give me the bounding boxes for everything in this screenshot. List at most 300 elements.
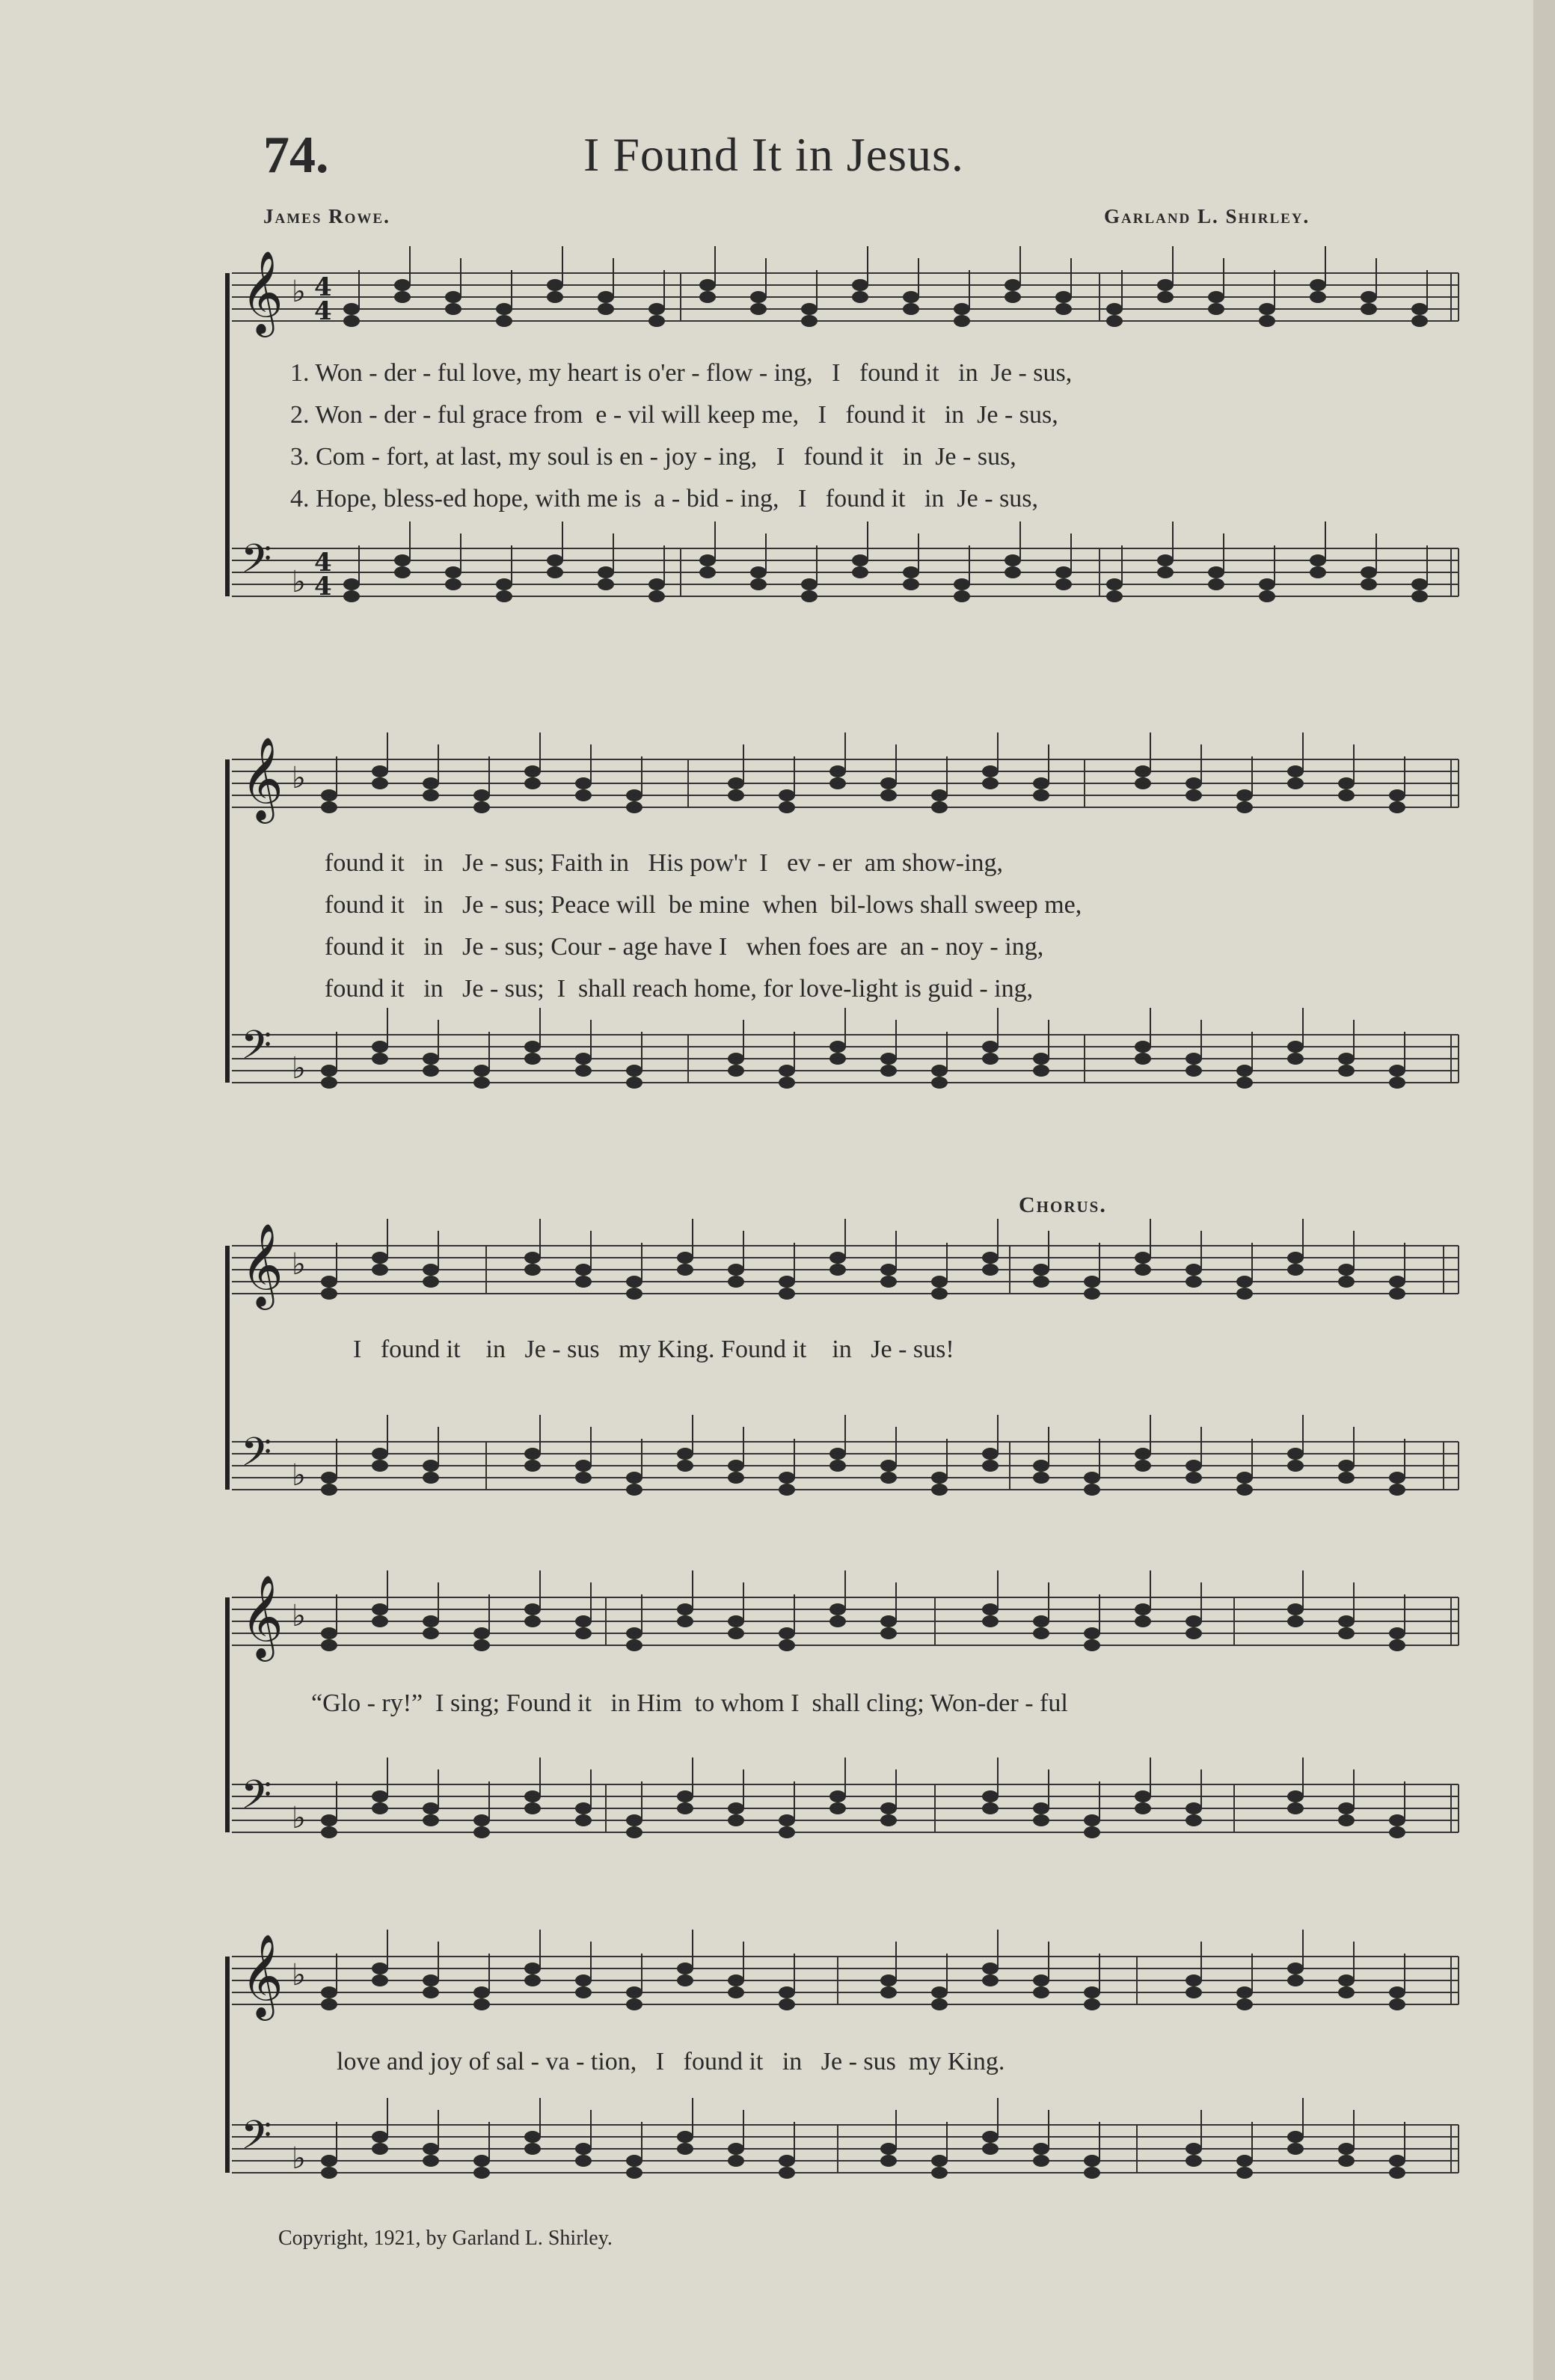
notehead — [445, 291, 461, 303]
notehead — [1389, 2167, 1405, 2179]
notehead — [1186, 777, 1202, 789]
notehead — [1287, 1264, 1304, 1276]
notehead — [1411, 590, 1428, 602]
notehead — [1135, 1041, 1151, 1053]
notehead — [423, 1472, 439, 1484]
notehead — [903, 578, 919, 590]
notehead — [982, 1974, 999, 1986]
notehead — [1106, 315, 1123, 327]
notehead — [423, 1974, 439, 1986]
chorus-label: Chorus. — [1019, 1193, 1107, 1217]
chorus-line: I found it in Je - sus my King. Found it in Je - sus! — [353, 1336, 954, 1363]
notehead — [1236, 2155, 1253, 2167]
notehead — [524, 1448, 541, 1460]
notehead — [1287, 1053, 1304, 1065]
notehead — [423, 1802, 439, 1814]
music-system-1 — [217, 243, 1473, 640]
notehead — [547, 554, 563, 566]
notehead — [677, 1963, 693, 1974]
notehead — [1186, 1615, 1202, 1627]
notehead — [1033, 777, 1049, 789]
notehead — [1157, 279, 1174, 291]
treble-clef-icon: 𝄞 — [241, 1223, 283, 1306]
notehead — [1005, 279, 1021, 291]
notehead — [524, 1053, 541, 1065]
notehead — [1389, 1826, 1405, 1838]
notehead — [423, 1065, 439, 1077]
notehead — [372, 1615, 388, 1627]
notehead — [372, 1264, 388, 1276]
notehead — [829, 1053, 846, 1065]
notehead — [1338, 1276, 1355, 1288]
notehead — [496, 590, 512, 602]
notehead — [982, 1041, 999, 1053]
notehead — [750, 291, 767, 303]
notehead — [1287, 1041, 1304, 1053]
notehead — [1236, 1986, 1253, 1998]
notehead — [1411, 578, 1428, 590]
notehead — [677, 1790, 693, 1802]
notehead — [1186, 1264, 1202, 1276]
notehead — [372, 1252, 388, 1264]
notehead — [575, 1986, 592, 1998]
notehead — [1338, 1974, 1355, 1986]
flat-icon: ♭ — [292, 1247, 306, 1282]
notehead — [779, 1288, 795, 1300]
notehead — [954, 315, 970, 327]
notehead — [677, 1252, 693, 1264]
notehead — [321, 1998, 337, 2010]
notehead — [1157, 554, 1174, 566]
notehead — [1338, 789, 1355, 801]
notehead — [473, 1826, 490, 1838]
notehead — [321, 1077, 337, 1089]
flat-icon: ♭ — [292, 1051, 306, 1086]
notehead — [750, 303, 767, 315]
notehead — [626, 1077, 642, 1089]
flat-icon: ♭ — [292, 275, 306, 309]
notehead — [1411, 303, 1428, 315]
notehead — [1005, 566, 1021, 578]
notehead — [1033, 1627, 1049, 1639]
notehead — [423, 1615, 439, 1627]
notehead — [677, 2131, 693, 2143]
notehead — [750, 578, 767, 590]
notehead — [829, 1790, 846, 1802]
flat-icon: ♭ — [292, 2141, 306, 2176]
notehead — [1033, 2155, 1049, 2167]
notehead — [1135, 765, 1151, 777]
notehead — [575, 1264, 592, 1276]
notehead — [1389, 1472, 1405, 1484]
notehead — [1186, 1276, 1202, 1288]
notehead — [598, 578, 614, 590]
notehead — [1287, 2143, 1304, 2155]
notehead — [1157, 566, 1174, 578]
notehead — [982, 1264, 999, 1276]
notehead — [423, 1986, 439, 1998]
notehead — [1106, 590, 1123, 602]
notehead — [1338, 1814, 1355, 1826]
notehead — [1338, 2143, 1355, 2155]
notehead — [1236, 1276, 1253, 1288]
notehead — [575, 1802, 592, 1814]
chorus-line: love and joy of sal - va - tion, I found it in Je - sus my King. — [337, 2048, 1005, 2075]
hymn-title: I Found It in Jesus. — [583, 128, 964, 181]
notehead — [626, 1627, 642, 1639]
notehead — [728, 1472, 744, 1484]
notehead — [903, 303, 919, 315]
verse-line-4: 4. Hope, bless-ed hope, with me is a - bid - ing, I found it in Je - sus, — [290, 485, 1039, 513]
notehead — [1389, 2155, 1405, 2167]
notehead — [321, 1065, 337, 1077]
notehead — [598, 566, 614, 578]
notehead — [779, 1472, 795, 1484]
notehead — [1186, 1627, 1202, 1639]
notehead — [1361, 566, 1377, 578]
notehead — [1033, 1472, 1049, 1484]
notehead — [982, 1802, 999, 1814]
notehead — [1135, 777, 1151, 789]
notehead — [1208, 291, 1224, 303]
notehead — [423, 777, 439, 789]
notehead — [1338, 1627, 1355, 1639]
notehead — [648, 303, 665, 315]
notehead — [1186, 1472, 1202, 1484]
music-system-4 — [217, 1567, 1473, 1874]
notehead — [473, 1998, 490, 2010]
notehead — [801, 303, 818, 315]
notehead — [648, 590, 665, 602]
notehead — [880, 1053, 897, 1065]
notehead — [547, 279, 563, 291]
notehead — [829, 1041, 846, 1053]
notehead — [423, 1460, 439, 1472]
notehead — [575, 777, 592, 789]
notehead — [829, 765, 846, 777]
notehead — [1287, 1802, 1304, 1814]
notehead — [321, 1288, 337, 1300]
notehead — [931, 1986, 948, 1998]
composer-credit: Garland L. Shirley. — [1104, 205, 1310, 227]
notehead — [575, 2143, 592, 2155]
notehead — [677, 2143, 693, 2155]
notehead — [677, 1802, 693, 1814]
notehead — [1411, 315, 1428, 327]
notehead — [473, 1077, 490, 1089]
notehead — [626, 1814, 642, 1826]
notehead — [931, 1276, 948, 1288]
notehead — [372, 1053, 388, 1065]
notehead — [728, 1615, 744, 1627]
notehead — [575, 2155, 592, 2167]
notehead — [931, 801, 948, 813]
flat-icon: ♭ — [292, 1599, 306, 1633]
notehead — [1055, 566, 1072, 578]
notehead — [931, 1065, 948, 1077]
notehead — [880, 1460, 897, 1472]
notehead — [954, 578, 970, 590]
notehead — [372, 1448, 388, 1460]
notehead — [1338, 1472, 1355, 1484]
notehead — [1236, 1065, 1253, 1077]
notehead — [1186, 1460, 1202, 1472]
notehead — [1135, 1615, 1151, 1627]
notehead — [524, 1252, 541, 1264]
notehead — [321, 789, 337, 801]
notehead — [829, 1603, 846, 1615]
notehead — [728, 2143, 744, 2155]
notehead — [1338, 1264, 1355, 1276]
notehead — [1389, 801, 1405, 813]
bass-clef-icon: 𝄢 — [241, 2113, 272, 2168]
staff-system-1 — [217, 243, 1473, 640]
notehead — [626, 1639, 642, 1651]
notehead — [677, 1974, 693, 1986]
notehead — [1287, 777, 1304, 789]
notehead — [982, 1252, 999, 1264]
notehead — [1287, 1252, 1304, 1264]
notehead — [372, 1460, 388, 1472]
notehead — [728, 1974, 744, 1986]
notehead — [1033, 1276, 1049, 1288]
notehead — [801, 590, 818, 602]
notehead — [880, 789, 897, 801]
treble-clef-icon: 𝄞 — [241, 736, 283, 820]
notehead — [1084, 2155, 1100, 2167]
notehead — [1084, 1288, 1100, 1300]
notehead — [880, 1615, 897, 1627]
treble-clef-icon: 𝄞 — [241, 1933, 283, 2017]
notehead — [1287, 1974, 1304, 1986]
notehead — [1259, 578, 1275, 590]
notehead — [394, 279, 411, 291]
notehead — [524, 1790, 541, 1802]
notehead — [1389, 1998, 1405, 2010]
notehead — [1389, 1077, 1405, 1089]
notehead — [1033, 789, 1049, 801]
staff-system-4 — [217, 1567, 1473, 1874]
notehead — [931, 1077, 948, 1089]
notehead — [1033, 1053, 1049, 1065]
notehead — [779, 1627, 795, 1639]
notehead — [1186, 1986, 1202, 1998]
notehead — [1338, 1065, 1355, 1077]
notehead — [728, 1460, 744, 1472]
notehead — [626, 789, 642, 801]
notehead — [626, 1826, 642, 1838]
notehead — [779, 1826, 795, 1838]
notehead — [982, 2131, 999, 2143]
notehead — [1208, 303, 1224, 315]
notehead — [1135, 1252, 1151, 1264]
notehead — [473, 2167, 490, 2179]
notehead — [1084, 1986, 1100, 1998]
notehead — [1084, 1472, 1100, 1484]
notehead — [1310, 566, 1326, 578]
notehead — [954, 590, 970, 602]
notehead — [829, 1448, 846, 1460]
notehead — [982, 765, 999, 777]
notehead — [779, 1814, 795, 1826]
notehead — [1310, 291, 1326, 303]
notehead — [423, 1264, 439, 1276]
notehead — [1135, 1448, 1151, 1460]
notehead — [829, 1615, 846, 1627]
bass-clef-icon: 𝄢 — [241, 1772, 272, 1828]
verse-line-2: 2. Won - der - ful grace from e - vil will keep me, I found it in Je - sus, — [290, 401, 1058, 429]
notehead — [1033, 1264, 1049, 1276]
notehead — [626, 2167, 642, 2179]
notehead — [1361, 303, 1377, 315]
notehead — [880, 1276, 897, 1288]
notehead — [372, 765, 388, 777]
notehead — [394, 291, 411, 303]
notehead — [677, 1615, 693, 1627]
notehead — [1208, 566, 1224, 578]
notehead — [1033, 1986, 1049, 1998]
notehead — [779, 789, 795, 801]
notehead — [699, 554, 716, 566]
flat-icon: ♭ — [292, 1958, 306, 1992]
notehead — [1005, 554, 1021, 566]
notehead — [829, 1264, 846, 1276]
notehead — [445, 578, 461, 590]
notehead — [1361, 578, 1377, 590]
notehead — [728, 2155, 744, 2167]
time-signature-icon: 4 — [314, 548, 332, 578]
copyright-notice: Copyright, 1921, by Garland L. Shirley. — [278, 2227, 613, 2250]
notehead — [1084, 1484, 1100, 1496]
notehead — [1236, 2167, 1253, 2179]
notehead — [852, 554, 868, 566]
notehead — [1055, 578, 1072, 590]
notehead — [1287, 1460, 1304, 1472]
notehead — [626, 1998, 642, 2010]
notehead — [473, 801, 490, 813]
notehead — [903, 566, 919, 578]
notehead — [1389, 1484, 1405, 1496]
notehead — [1389, 1288, 1405, 1300]
notehead — [728, 789, 744, 801]
notehead — [1055, 303, 1072, 315]
notehead — [626, 1276, 642, 1288]
notehead — [321, 1639, 337, 1651]
notehead — [321, 1826, 337, 1838]
notehead — [1106, 303, 1123, 315]
flat-icon: ♭ — [292, 761, 306, 795]
notehead — [626, 1065, 642, 1077]
notehead — [931, 2155, 948, 2167]
notehead — [626, 1288, 642, 1300]
notehead — [728, 1814, 744, 1826]
notehead — [1084, 1814, 1100, 1826]
notehead — [547, 566, 563, 578]
notehead — [372, 1974, 388, 1986]
notehead — [728, 1065, 744, 1077]
notehead — [982, 1448, 999, 1460]
notehead — [445, 303, 461, 315]
notehead — [982, 777, 999, 789]
notehead — [547, 291, 563, 303]
notehead — [982, 2143, 999, 2155]
notehead — [1033, 1974, 1049, 1986]
notehead — [1338, 1460, 1355, 1472]
notehead — [1106, 578, 1123, 590]
notehead — [496, 303, 512, 315]
notehead — [1033, 1460, 1049, 1472]
notehead — [321, 1484, 337, 1496]
music-system-2 — [217, 729, 1473, 1134]
notehead — [699, 279, 716, 291]
notehead — [1186, 1814, 1202, 1826]
notehead — [1287, 1790, 1304, 1802]
treble-clef-icon: 𝄞 — [241, 1574, 283, 1658]
notehead — [1236, 1472, 1253, 1484]
notehead — [626, 1986, 642, 1998]
notehead — [1338, 1986, 1355, 1998]
notehead — [394, 554, 411, 566]
notehead — [931, 1484, 948, 1496]
notehead — [473, 1986, 490, 1998]
flat-icon: ♭ — [292, 1801, 306, 1835]
notehead — [880, 1974, 897, 1986]
notehead — [829, 777, 846, 789]
notehead — [880, 1814, 897, 1826]
notehead — [648, 578, 665, 590]
notehead — [321, 2167, 337, 2179]
notehead — [880, 1065, 897, 1077]
notehead — [575, 789, 592, 801]
notehead — [372, 1041, 388, 1053]
notehead — [1135, 1053, 1151, 1065]
notehead — [1259, 303, 1275, 315]
notehead — [321, 1986, 337, 1998]
notehead — [1338, 1053, 1355, 1065]
notehead — [1287, 1448, 1304, 1460]
notehead — [779, 1998, 795, 2010]
notehead — [880, 1472, 897, 1484]
time-signature-icon: 4 — [314, 572, 332, 602]
notehead — [801, 578, 818, 590]
notehead — [779, 2155, 795, 2167]
notehead — [931, 789, 948, 801]
notehead — [1338, 2155, 1355, 2167]
notehead — [626, 801, 642, 813]
notehead — [372, 1790, 388, 1802]
notehead — [524, 1802, 541, 1814]
notehead — [1186, 1053, 1202, 1065]
notehead — [1084, 1998, 1100, 2010]
notehead — [982, 1615, 999, 1627]
notehead — [524, 1974, 541, 1986]
lyricist-credit: James Rowe. — [263, 205, 390, 227]
notehead — [321, 801, 337, 813]
notehead — [1389, 1627, 1405, 1639]
notehead — [1186, 1065, 1202, 1077]
notehead — [699, 566, 716, 578]
notehead — [473, 1627, 490, 1639]
notehead — [1259, 315, 1275, 327]
notehead — [343, 578, 360, 590]
notehead — [1287, 1963, 1304, 1974]
notehead — [699, 291, 716, 303]
notehead — [524, 2143, 541, 2155]
notehead — [954, 303, 970, 315]
notehead — [524, 1963, 541, 1974]
notehead — [728, 1053, 744, 1065]
notehead — [343, 315, 360, 327]
